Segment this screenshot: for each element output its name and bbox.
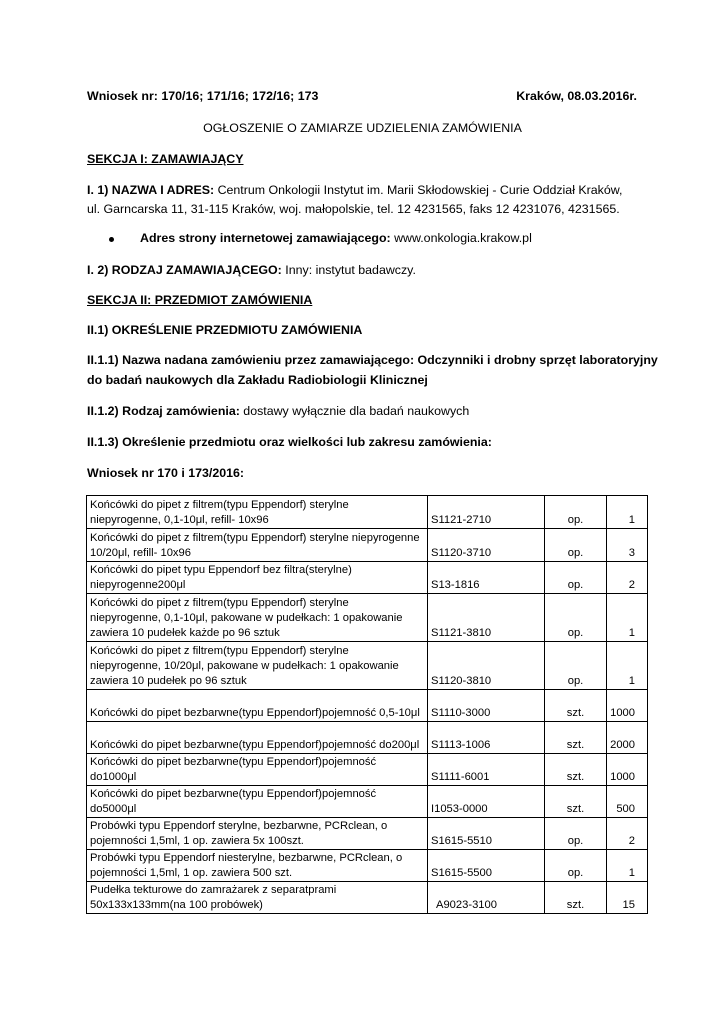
name-text: Centrum Onkologii Instytut im. Marii Skłodowskiej - Curie Oddział Kraków, <box>214 183 623 197</box>
item-description-line: Końcówki do pipet typu Eppendorf bez filtra(sterylne) <box>90 564 352 576</box>
item-code: S1111-6001 <box>428 754 545 786</box>
item-description-line: do1000μl <box>90 771 137 783</box>
items-table <box>86 495 648 914</box>
item-unit: szt. <box>545 754 607 786</box>
item-description-line: Końcówki do pipet z filtrem(typu Eppendorf) sterylne niepyrogenne <box>90 532 420 544</box>
item-description-line: niepyrogenne, 10/20μl, pakowane w pudełkach: 1 opakowanie <box>90 660 399 672</box>
table-row <box>87 882 648 914</box>
item-unit: szt. <box>545 690 607 722</box>
item-quantity: 3 <box>607 529 648 562</box>
item-quantity: 2 <box>607 562 648 594</box>
item-description-line: zawiera 10 pudełek każde po 96 sztuk <box>90 627 280 639</box>
table-row <box>87 496 648 529</box>
item-description-line: Końcówki do pipet bezbarwne(typu Eppendorf)pojemność do200μl <box>90 739 420 751</box>
type-label: I. 2) RODZAJ ZAMAWIAJĄCEGO: <box>87 263 282 277</box>
order-scope-label: II.1.3) Określenie przedmiotu oraz wielkości lub zakresu zamówienia: <box>87 435 492 449</box>
table-row <box>87 642 648 690</box>
item-unit: szt. <box>545 882 607 914</box>
website-value[interactable]: www.onkologia.krakow.pl <box>390 231 532 245</box>
item-quantity: 1000 <box>607 690 648 722</box>
item-code: S1110-3000 <box>428 690 545 722</box>
authority-type <box>87 263 416 277</box>
item-description-line: Końcówki do pipet bezbarwne(typu Eppendorf)pojemność <box>90 788 377 800</box>
item-code: S1615-5500 <box>428 850 545 882</box>
item-unit: op. <box>545 496 607 529</box>
item-unit: szt. <box>545 722 607 754</box>
table-row <box>87 690 648 722</box>
order-name-line1: II.1.1) Nazwa nadana zamówieniu przez zamawiającego: Odczynniki i drobny sprzęt laboratoryjny <box>87 353 658 367</box>
item-quantity: 1 <box>607 594 648 642</box>
item-description-line: Probówki typu Eppendorf sterylne, bezbarwne, PCRclean, o <box>90 820 388 832</box>
table-row <box>87 529 648 562</box>
table-row <box>87 786 648 818</box>
item-description-line: niepyrogenne, 0,1-10μl, pakowane w pudełkach: 1 opakowanie <box>90 612 403 624</box>
item-quantity: 2 <box>607 818 648 850</box>
item-description-line: pojemności 1,5ml, 1 op. zawiera 5x 100szt. <box>90 835 304 847</box>
item-unit: op. <box>545 818 607 850</box>
table-row <box>87 594 648 642</box>
item-description-line: Końcówki do pipet z filtrem(typu Eppendorf) sterylne <box>90 597 349 609</box>
item-description <box>87 722 428 754</box>
item-unit: op. <box>545 850 607 882</box>
item-unit: szt. <box>545 786 607 818</box>
contracting-authority-address: ul. Garncarska 11, 31-115 Kraków, woj. małopolskie, tel. 12 4231565, faks 12 4231076, 4231565. <box>87 202 620 216</box>
contracting-authority-name <box>87 183 622 197</box>
announcement-title: OGŁOSZENIE O ZAMIARZE UDZIELENIA ZAMÓWIENIA <box>203 121 522 135</box>
item-code: S1121-2710 <box>428 496 545 529</box>
item-code: S1121-3810 <box>428 594 545 642</box>
item-unit: op. <box>545 529 607 562</box>
item-description <box>87 882 428 914</box>
item-description <box>87 594 428 642</box>
order-name-line2: do badań naukowych dla Zakładu Radiobiologii Klinicznej <box>87 373 428 387</box>
item-description <box>87 690 428 722</box>
item-quantity: 1 <box>607 496 648 529</box>
item-description-line: niepyrogenne, 0,1-10μl, refill- 10x96 <box>90 514 269 526</box>
section2-heading: SEKCJA II: PRZEDMIOT ZAMÓWIENIA <box>87 293 313 307</box>
section1-heading: SEKCJA I: ZAMAWIAJĄCY <box>87 152 244 166</box>
kind-label: II.1.2) Rodzaj zamówienia: <box>87 404 240 418</box>
website-label: Adres strony internetowej zamawiającego: <box>140 231 391 245</box>
order-kind <box>87 404 469 418</box>
bullet-icon <box>109 237 114 242</box>
item-code: S13-1816 <box>428 562 545 594</box>
item-code: S1120-3810 <box>428 642 545 690</box>
item-quantity: 15 <box>607 882 648 914</box>
item-quantity: 1 <box>607 642 648 690</box>
item-description <box>87 818 428 850</box>
item-description-line <box>90 691 424 706</box>
table-row <box>87 754 648 786</box>
item-description-line: pojemności 1,5ml, 1 op. zawiera 500 szt. <box>90 867 293 879</box>
item-description <box>87 850 428 882</box>
item-quantity: 500 <box>607 786 648 818</box>
item-unit: op. <box>545 594 607 642</box>
name-label: I. 1) NAZWA I ADRES: <box>87 183 215 197</box>
kind-value: dostawy wyłącznie dla badań naukowych <box>239 404 470 418</box>
item-description-line: 50x133x133mm(na 100 probówek) <box>90 899 263 911</box>
table-row <box>87 722 648 754</box>
item-description-line: Pudełka tekturowe do zamrażarek z separatprami <box>90 884 337 896</box>
table-row <box>87 818 648 850</box>
item-description-line: Końcówki do pipet z filtrem(typu Eppendorf) sterylne <box>90 499 349 511</box>
item-description-line: zawiera 10 pudełek po 96 sztuk <box>90 675 247 687</box>
item-code: I1053-0000 <box>428 786 545 818</box>
item-description-line: niepyrogenne200μl <box>90 579 186 591</box>
item-code: A9023-3100 <box>428 882 545 914</box>
item-quantity: 1000 <box>607 754 648 786</box>
item-description <box>87 562 428 594</box>
type-value: Inny: instytut badawczy. <box>281 263 416 277</box>
website-bullet <box>112 231 532 245</box>
item-description <box>87 496 428 529</box>
item-code: S1120-3710 <box>428 529 545 562</box>
item-quantity: 2000 <box>607 722 648 754</box>
item-description <box>87 786 428 818</box>
item-description-line: Probówki typu Eppendorf niesterylne, bezbarwne, PCRclean, o <box>90 852 403 864</box>
table-row <box>87 562 648 594</box>
item-description <box>87 529 428 562</box>
request-label: Wniosek nr 170 i 173/2016: <box>87 466 245 480</box>
item-description-line <box>90 723 424 738</box>
item-description <box>87 754 428 786</box>
item-description-line: Końcówki do pipet bezbarwne(typu Eppendorf)pojemność <box>90 756 377 768</box>
place-date: Kraków, 08.03.2016r. <box>516 89 637 103</box>
item-code: S1615-5510 <box>428 818 545 850</box>
table-row <box>87 850 648 882</box>
item-unit: op. <box>545 562 607 594</box>
item-unit: op. <box>545 642 607 690</box>
item-description-line: Końcówki do pipet bezbarwne(typu Eppendorf)pojemność 0,5-10μl <box>90 707 420 719</box>
item-description-line: Końcówki do pipet z filtrem(typu Eppendorf) sterylne <box>90 645 349 657</box>
item-code: S1113-1006 <box>428 722 545 754</box>
item-description <box>87 642 428 690</box>
item-description-line: 10/20μl, refill- 10x96 <box>90 547 191 559</box>
section2-subheading: II.1) OKREŚLENIE PRZEDMIOTU ZAMÓWIENIA <box>87 323 363 337</box>
request-numbers: Wniosek nr: 170/16; 171/16; 172/16; 173 <box>87 89 319 103</box>
item-quantity: 1 <box>607 850 648 882</box>
item-description-line: do5000μl <box>90 803 137 815</box>
